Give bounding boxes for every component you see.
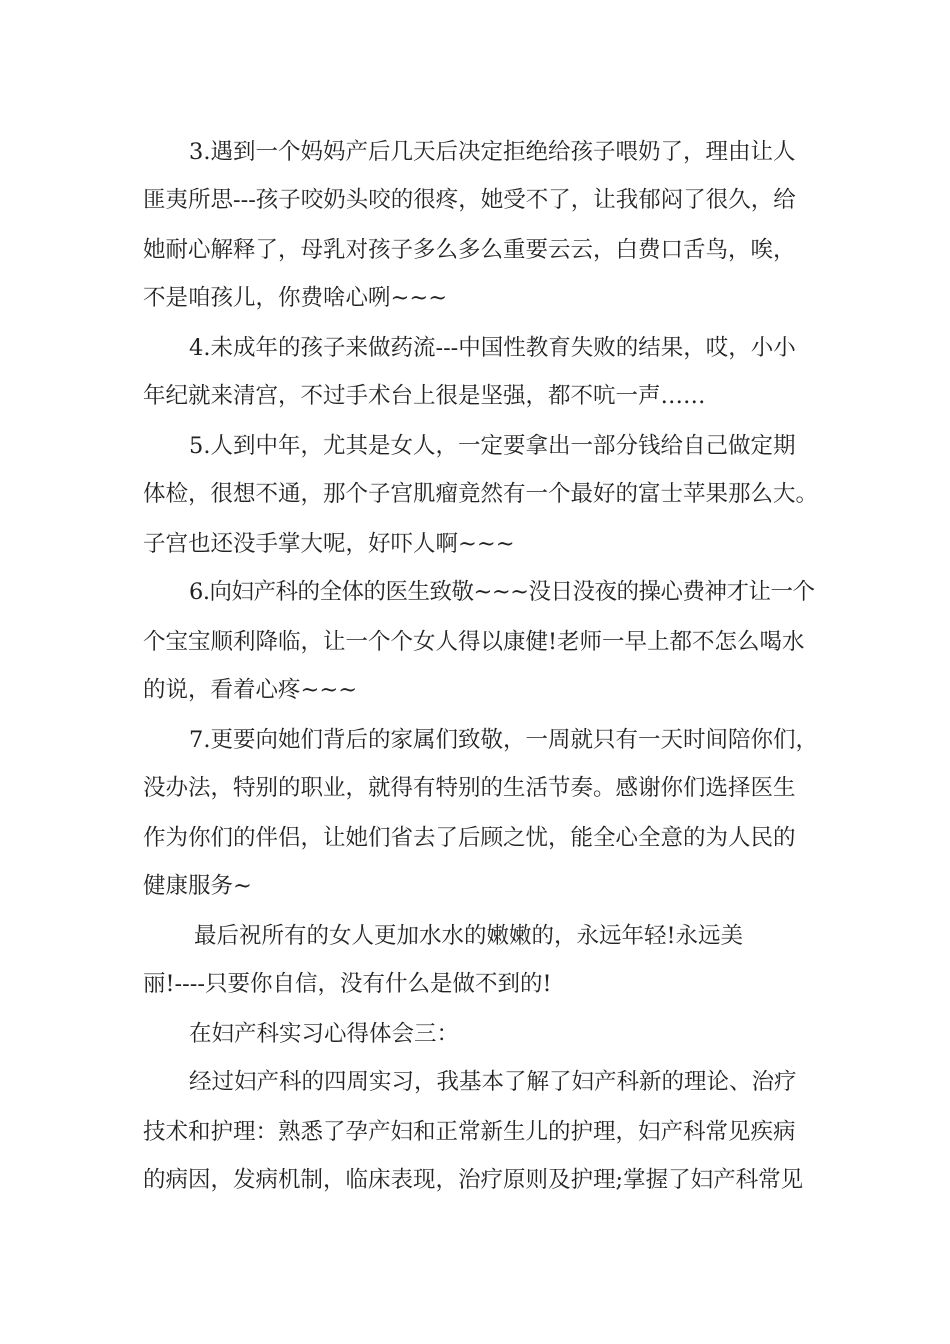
paragraph-3-line-1: 3.遇到一个妈妈产后几天后决定拒绝给孩子喂奶了，理由让人	[189, 139, 796, 165]
section-heading: 在妇产科实习心得体会三：	[189, 1021, 460, 1047]
paragraph-5-line-2: 体检，很想不通，那个子宫肌瘤竟然有一个最好的富士苹果那么大。	[143, 481, 819, 507]
paragraph-7-line-1: 7.更要向她们背后的家属们致敬，一周就只有一天时间陪你们，	[189, 727, 818, 753]
paragraph-6-line-1: 6.向妇产科的全体的医生致敬~~~没日没夜的操心费神才让一个	[189, 579, 815, 605]
paragraph-5-line-3: 子宫也还没手掌大呢，好吓人啊~~~	[143, 531, 515, 557]
closing-line-1: 最后祝所有的女人更加水水的嫩嫩的，永远年轻!永远美	[194, 923, 744, 949]
internship-paragraph-line-2: 技术和护理：熟悉了孕产妇和正常新生儿的护理，妇产科常见疾病	[143, 1119, 796, 1145]
paragraph-4-line-1: 4.未成年的孩子来做药流---中国性教育失败的结果，哎，小小	[189, 335, 796, 361]
paragraph-5-line-1: 5.人到中年，尤其是女人，一定要拿出一部分钱给自己做定期	[189, 433, 796, 459]
paragraph-3-line-3: 她耐心解释了，母乳对孩子多么多么重要云云，白费口舌鸟，唉，	[143, 237, 796, 263]
internship-paragraph-line-1: 经过妇产科的四周实习，我基本了解了妇产科新的理论、治疗	[189, 1069, 797, 1095]
paragraph-6-line-2: 个宝宝顺利降临，让一个个女人得以康健!老师一早上都不怎么喝水	[143, 629, 805, 655]
paragraph-7-line-2: 没办法，特别的职业，就得有特别的生活节奏。感谢你们选择医生	[143, 775, 796, 801]
internship-paragraph-line-3: 的病因，发病机制，临床表现，治疗原则及护理;掌握了妇产科常见	[143, 1167, 804, 1193]
paragraph-6-line-3: 的说，看着心疼~~~	[143, 677, 358, 703]
paragraph-7-line-3: 作为你们的伴侣，让她们省去了后顾之忧，能全心全意的为人民的	[143, 825, 796, 851]
paragraph-4-line-2: 年纪就来清宫，不过手术台上很是坚强，都不吭一声……	[143, 383, 706, 409]
closing-line-2: 丽!----只要你自信，没有什么是做不到的!	[143, 971, 552, 997]
paragraph-3-line-2: 匪夷所思---孩子咬奶头咬的很疼，她受不了，让我郁闷了很久，给	[143, 187, 796, 213]
paragraph-7-line-4: 健康服务~	[143, 873, 252, 899]
paragraph-3-line-4: 不是咱孩儿，你费啥心咧~~~	[143, 285, 448, 311]
